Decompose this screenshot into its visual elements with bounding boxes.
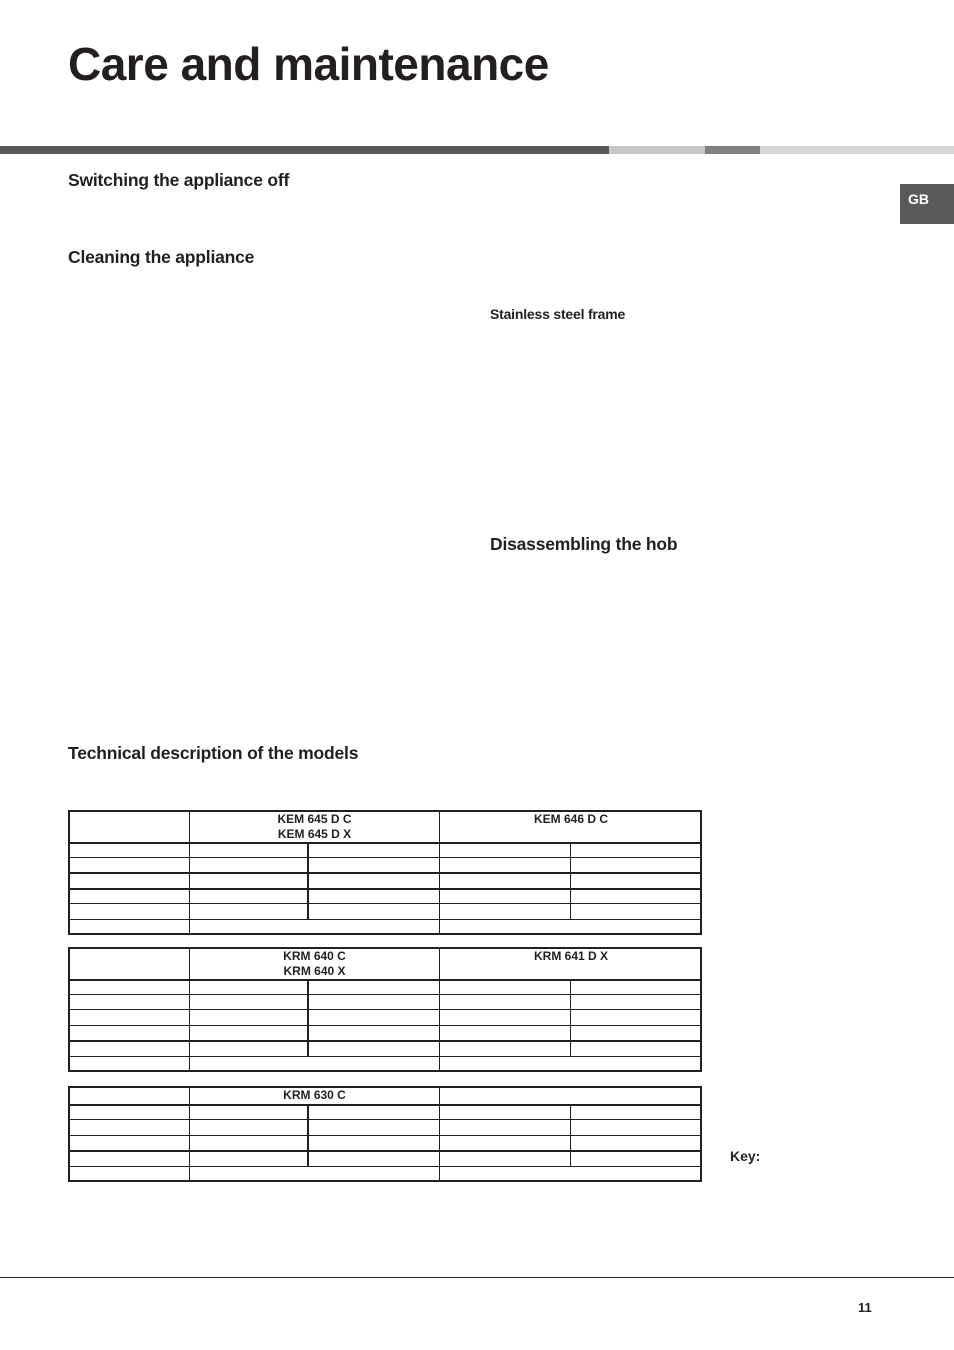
key-label: Key: [730,1148,761,1164]
header-bar-mid [705,146,760,154]
model-header-krm-640-c: KRM 640 C [283,949,346,963]
section-heading-disassembling: Disassembling the hob [490,534,678,554]
header-bar-pale [760,146,954,154]
model-header-krm-641-d-x: KRM 641 D X [533,949,609,963]
model-header-krm-640-x: KRM 640 X [283,964,346,978]
models-table-3 [68,1086,702,1182]
header-bar-light [609,146,705,154]
model-header-kem-645-d-c: KEM 645 D C [277,812,352,826]
models-table-2 [68,947,702,1072]
model-header-krm-630-c: KRM 630 C [283,1088,346,1102]
models-table-1 [68,810,702,935]
model-header-kem-646-d-c: KEM 646 D C [533,812,609,826]
model-header-kem-645-d-x: KEM 645 D X [277,827,352,841]
section-heading-technical: Technical description of the models [68,743,359,763]
page-title: Care and maintenance [68,38,549,90]
section-heading-switching-off: Switching the appliance off [68,170,290,190]
footer-rule [0,1277,954,1278]
page-number: 11 [858,1300,872,1315]
section-heading-cleaning: Cleaning the appliance [68,247,255,267]
header-bar-dark [0,146,609,154]
language-tab: GB [900,184,954,224]
subheading-stainless-steel-frame: Stainless steel frame [490,306,626,322]
